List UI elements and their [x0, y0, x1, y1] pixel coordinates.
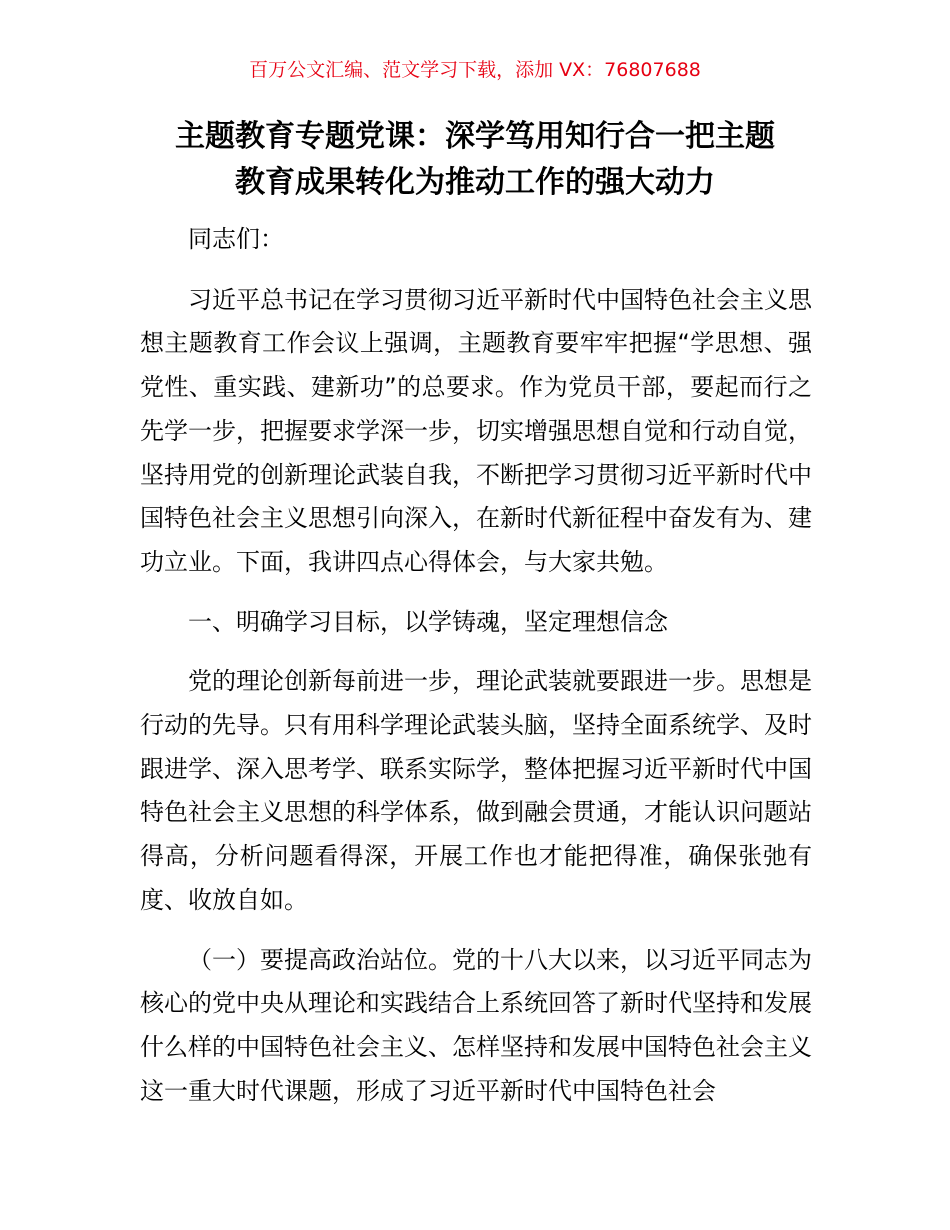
document-title: [120, 114, 830, 206]
section-heading-1: 一、明确学习目标，以学铸魂，坚定理想信念: [188, 607, 668, 636]
paragraph-subsection-1: （一）要提高政治站位。党的十八大以来，以习近平同志为核心的党中央从理论和实践结合上系统回答了新时代坚持和发展什么样的中国特色社会主义、怎样坚持和发展中国特色社会主义这一重大时代课题，形成了习近平新时代中国特色社会: [140, 945, 812, 1105]
document-body: [140, 218, 812, 1113]
greeting: 同志们：: [188, 225, 284, 253]
header-advert-note: 百万公文汇编、范文学习下载，添加 VX：76807688: [249, 59, 701, 81]
paragraph-section-1: 党的理论创新每前进一步，理论武装就要跟进一步。思想是行动的先导。只有用科学理论武装头脑，坚持全面系统学、及时跟进学、深入思考学、联系实际学，整体把握习近平新时代中国特色社会主义思想的科学体系，做到融会贯通，才能认识问题站得高，分析问题看得深，开展工作也才能把得准，确保张弛有度、收放自如。: [140, 667, 812, 914]
title-line-1: 主题教育专题党课：深学笃用知行合一把主题: [175, 119, 775, 154]
title-line-2: 教育成果转化为推动工作的强大动力: [235, 165, 715, 200]
paragraph-intro: 习近平总书记在学习贯彻习近平新时代中国特色社会主义思想主题教育工作会议上强调，主题教育要牢牢把握“学思想、强党性、重实践、建新功”的总要求。作为党员干部，要起而行之先学一步，把握要求学深一步，切实增强思想自觉和行动自觉，坚持用党的创新理论武装自我，不断把学习贯彻习近平新时代中国特色社会主义思想引向深入，在新时代新征程中奋发有为、建功立业。下面，我讲四点心得体会，与大家共勉。: [140, 285, 812, 576]
